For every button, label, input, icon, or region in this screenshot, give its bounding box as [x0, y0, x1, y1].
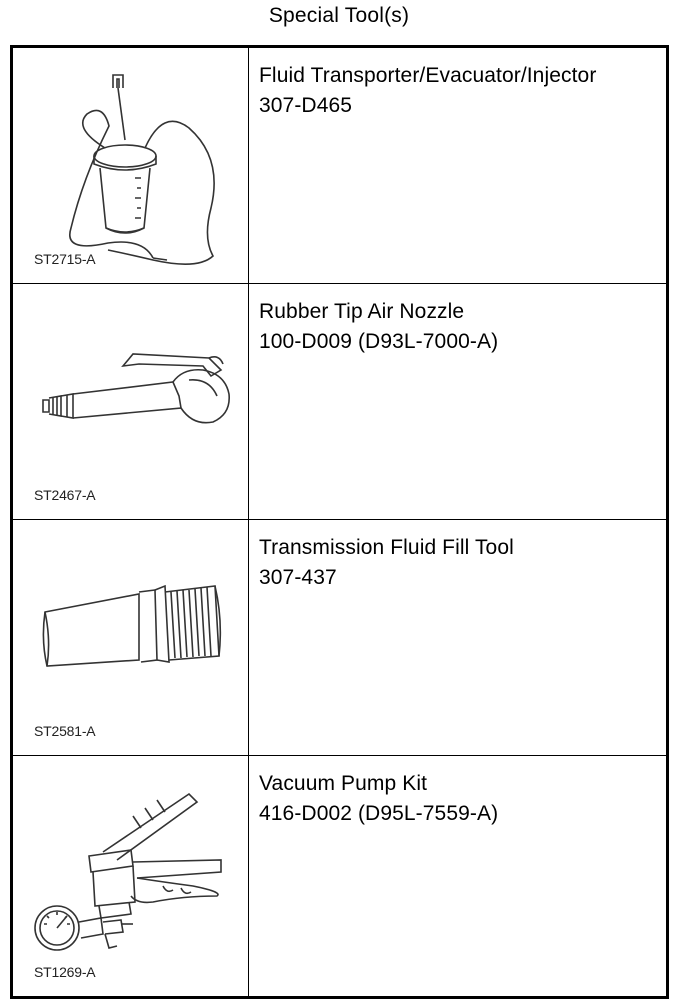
- tool-number: 307-437: [259, 566, 337, 589]
- table-row: [13, 756, 666, 996]
- tool-number: 100-D009 (D93L-7000-A): [259, 330, 499, 353]
- air-nozzle-icon: [13, 284, 249, 520]
- tool-code: ST2467-A: [34, 487, 96, 503]
- tool-code: ST2581-A: [34, 723, 96, 739]
- vacuum-pump-icon: [13, 756, 249, 996]
- tool-code: ST1269-A: [34, 964, 96, 980]
- tool-name: Vacuum Pump Kit: [259, 772, 428, 795]
- tool-description-cell: [249, 48, 666, 283]
- tool-number: 416-D002 (D95L-7559-A): [259, 802, 499, 825]
- special-tools-table: [10, 45, 669, 999]
- tool-image-cell: [13, 520, 249, 755]
- tool-description-cell: [249, 284, 666, 519]
- table-row: [13, 284, 666, 520]
- tool-number: 307-D465: [259, 94, 353, 117]
- table-row: [13, 48, 666, 284]
- page-title: Special Tool(s): [268, 4, 410, 27]
- tool-image-cell: [13, 756, 249, 996]
- tool-image-cell: [13, 284, 249, 519]
- fluid-evacuator-icon: [13, 48, 249, 284]
- tool-code: ST2715-A: [34, 251, 96, 267]
- tool-image-cell: [13, 48, 249, 283]
- fill-tool-icon: [13, 520, 249, 756]
- tool-name: Transmission Fluid Fill Tool: [259, 536, 514, 559]
- tool-name: Fluid Transporter/Evacuator/Injector: [259, 64, 597, 87]
- tool-description-cell: [249, 756, 666, 996]
- table-row: [13, 520, 666, 756]
- tool-description-cell: [249, 520, 666, 755]
- tool-name: Rubber Tip Air Nozzle: [259, 300, 465, 323]
